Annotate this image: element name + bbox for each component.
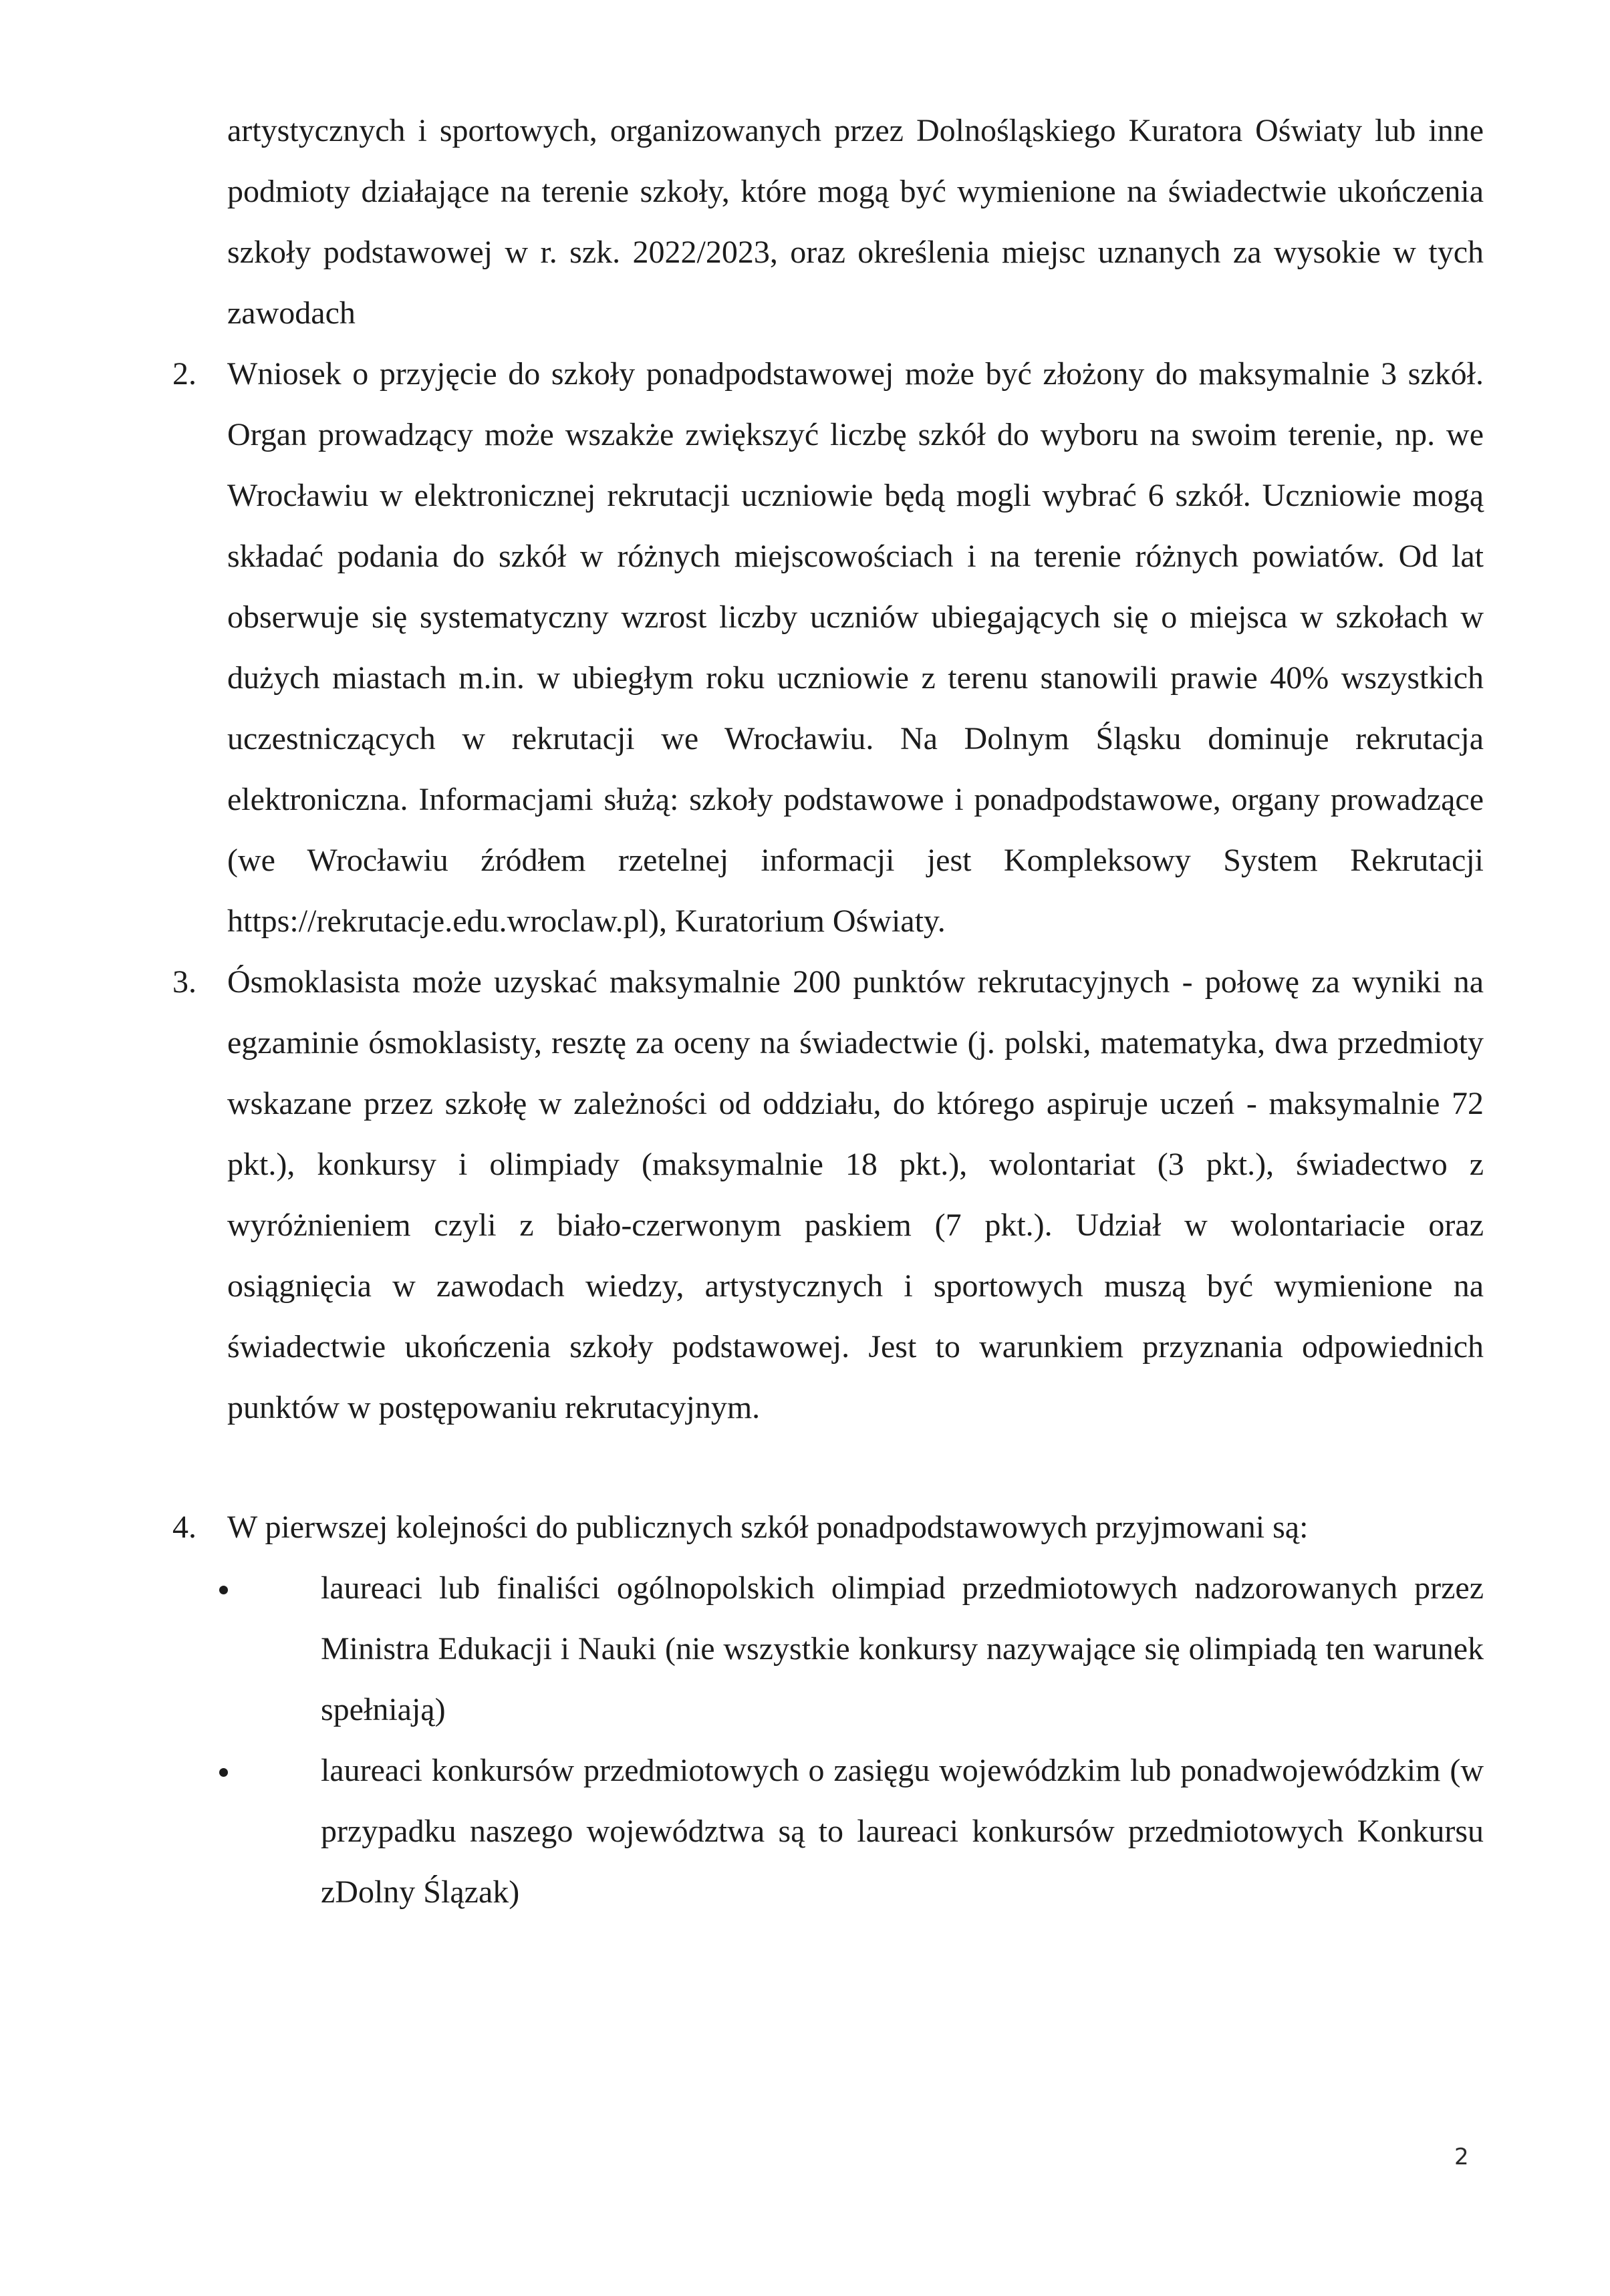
list-item-2 bbox=[172, 343, 1484, 952]
item-number: 2. bbox=[172, 356, 196, 392]
bullet-item bbox=[227, 1558, 1484, 1740]
item-number: 4. bbox=[172, 1510, 196, 1545]
bullet-item bbox=[227, 1740, 1484, 1922]
continuation-paragraph: artystycznych i sportowych, organizowanych przez Dolnośląskiego Kuratora Oświaty lub inne podmioty działające na terenie szkoły, które mogą być wymienione na świadectwie ukończenia szkoły podstawowej w r. szk. 2022/2023, oraz określenia miejsc uznanych za wysokie w tych zawodach bbox=[227, 113, 1484, 331]
item-text: W pierwszej kolejności do publicznych szkół ponadpodstawowych przyjmowani są: bbox=[227, 1510, 1309, 1545]
document-body bbox=[172, 100, 1484, 1922]
bullet-text: laureaci konkursów przedmiotowych o zasięgu wojewódzkim lub ponadwojewódzkim (w przypadku naszego województwa są to laureaci konkursów przedmiotowych Konkursu zDolny Ślązak) bbox=[321, 1753, 1484, 1910]
bullet-dot-icon bbox=[219, 1768, 228, 1777]
page-number: 2 bbox=[1454, 2144, 1469, 2170]
bullet-text: laureaci lub finaliści ogólnopolskich olimpiad przedmiotowych nadzorowanych przez Ministra Edukacji i Nauki (nie wszystkie konkursy nazywające się olimpiadą ten warunek spełniają) bbox=[321, 1570, 1484, 1727]
item-text: Wniosek o przyjęcie do szkoły ponadpodstawowej może być złożony do maksymalnie 3 szkół. Organ prowadzący może wszakże zwiększyć liczbę szkół do wyboru na swoim terenie, np. we Wrocławiu w elektronicznej rekrutacji uczniowie będą mogli wybrać 6 szkół. Uczniowie mogą składać podania do szkół w różnych miejscowościach i na terenie różnych powiatów. Od lat obserwuje się systematyczny wzrost liczby uczniów ubiegających się o miejsca w szkołach w dużych miastach m.in. w ubiegłym roku uczniowie z terenu stanowili prawie 40% wszystkich uczestniczących w rekrutacji we Wrocławiu. Na Dolnym Śląsku dominuje rekrutacja elektroniczna. Informacjami służą: szkoły podstawowe i ponadpodstawowe, organy prowadzące (we Wrocławiu źródłem rzetelnej informacji jest Kompleksowy System Rekrutacji https://rekrutacje.edu.wroclaw.pl), Kuratorium Oświaty. bbox=[227, 356, 1484, 939]
item-number: 3. bbox=[172, 964, 196, 1000]
list-item-3 bbox=[172, 952, 1484, 1438]
list-item-4 bbox=[172, 1497, 1484, 1558]
item-text: Ósmoklasista może uzyskać maksymalnie 200 punktów rekrutacyjnych - połowę za wyniki na egzaminie ósmoklasisty, resztę za oceny na świadectwie (j. polski, matematyka, dwa przedmioty wskazane przez szkołę w zależności od oddziału, do którego aspiruje uczeń - maksymalnie 72 pkt.), konkursy i olimpiady (maksymalnie 18 pkt.), wolontariat (3 pkt.), świadectwo z wyróżnieniem czyli z biało-czerwonym paskiem (7 pkt.). Udział w wolontariacie oraz osiągnięcia w zawodach wiedzy, artystycznych i sportowych muszą być wymienione na świadectwie ukończenia szkoły podstawowej. Jest to warunkiem przyznania odpowiednich punktów w postępowaniu rekrutacyjnym. bbox=[227, 964, 1484, 1425]
bullet-dot-icon bbox=[219, 1586, 228, 1594]
